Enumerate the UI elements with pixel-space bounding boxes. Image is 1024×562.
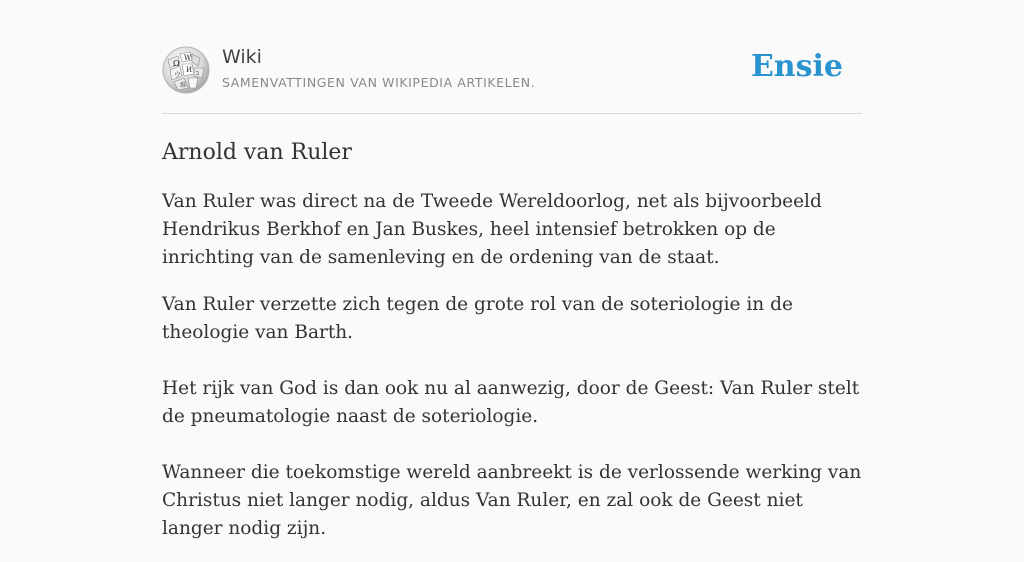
article-paragraph: Het rijk van God is dan ook nu al aanwezig, door de Geest: Van Ruler stelt de pneumatologie naast de soteriologie.	[162, 378, 860, 427]
wikipedia-globe-icon[interactable]	[162, 46, 210, 94]
header-divider	[162, 113, 862, 114]
article-title: Arnold van Ruler	[162, 140, 352, 165]
article-paragraph: Van Ruler was direct na de Tweede Wereldoorlog, net als bijvoorbeeld Hendrikus Berkhof en Jan Buskes, heel intensief betrokken op de inrichting van de samenleving en de ordening van de staat.	[162, 191, 822, 268]
article-paragraph: Van Ruler verzette zich tegen de grote rol van de soteriologie in de theologie van Barth.	[162, 294, 793, 343]
site-tagline: SAMENVATTINGEN VAN WIKIPEDIA ARTIKELEN.	[222, 75, 536, 90]
svg-text:ב: ב	[196, 70, 199, 77]
svg-text:W: W	[184, 54, 192, 62]
article	[162, 136, 867, 562]
site-header	[162, 46, 862, 98]
svg-text:И: И	[186, 66, 193, 74]
site-name[interactable]: Wiki	[222, 46, 262, 68]
svg-text:ウ: ウ	[174, 71, 181, 79]
ensie-link[interactable]: Ensie	[750, 49, 843, 84]
article-paragraph: Wanneer die toekomstige wereld aanbreekt is de verlossende werking van Christus niet langer nodig, aldus Van Ruler, en zal ook de Geest niet langer nodig zijn.	[162, 462, 862, 539]
svg-text:维: 维	[180, 82, 187, 89]
svg-text:Ω: Ω	[173, 59, 180, 68]
